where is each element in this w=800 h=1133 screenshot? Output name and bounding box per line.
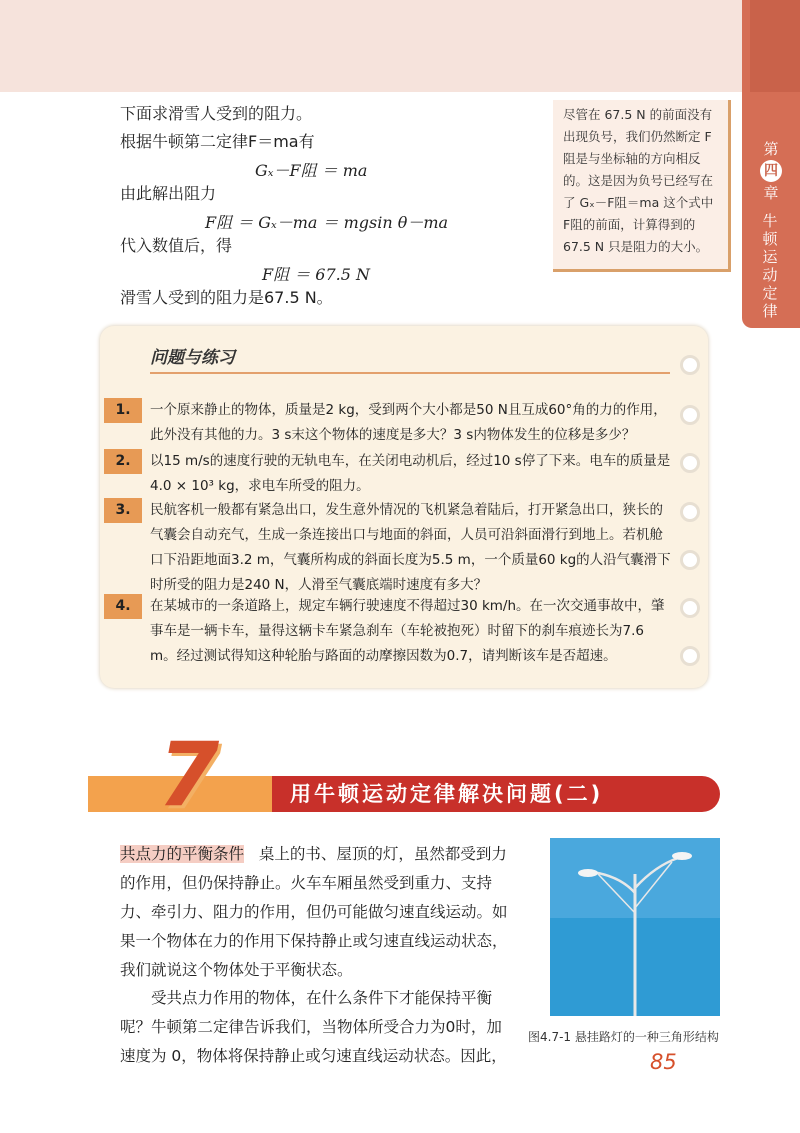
- equation-1: Gₓ－F阻 ＝ ma: [255, 161, 368, 180]
- binder-ring-icon: [680, 453, 700, 473]
- derivation-line-4: 代入数值后，得: [120, 236, 233, 255]
- binder-ring-icon: [680, 405, 700, 425]
- derivation-line-1: 下面求滑雪人受到的阻力。: [120, 104, 313, 123]
- binder-ring-icon: [680, 550, 700, 570]
- exercise-text: 以15 m/s的速度行驶的无轨电车，在关闭电动机后，经过10 s停了下来。电车的质量是4.0 × 10³ kg，求电车所受的阻力。: [150, 453, 671, 494]
- paragraph-2: 受共点力作用的物体，在什么条件下才能保持平衡呢？牛顿第二定律告诉我们，当物体所受合力为0时，加速度为 0，物体将保持静止或匀速直线运动状态。因此，: [120, 989, 507, 1065]
- exercise-number: 4.: [104, 594, 142, 619]
- top-band: [0, 0, 800, 92]
- page-number: 85: [650, 1050, 677, 1074]
- chapter-number-badge: 四: [760, 160, 782, 182]
- side-note: [553, 100, 731, 272]
- exercise-item: [104, 498, 674, 598]
- paragraph-1-text: 桌上的书、屋顶的灯，虽然都受到力的作用，但仍保持静止。火车车厢虽然受到重力、支持力、牵引力、阻力的作用，但仍可能做匀速直线运动。如果一个物体在力的作用下保持静止或匀速直线运动状态，我们就说这个物体处于平衡状态。: [120, 845, 508, 979]
- equation-3: F阻 ＝ 67.5 N: [262, 265, 370, 284]
- binder-ring-icon: [680, 646, 700, 666]
- derivation-line-3: 由此解出阻力: [120, 184, 217, 203]
- equation-2: F阻 ＝ Gₓ－ma ＝ mgsin θ－ma: [205, 213, 449, 232]
- street-lamp-icon: [550, 838, 720, 1016]
- exercise-text: 在某城市的一条道路上，规定车辆行驶速度不得超过30 km/h。在一次交通事故中，肇事车是一辆卡车，量得这辆卡车紧急刹车（车轮被抱死）时留下的刹车痕迹长为7.6 m。经过测试得知这种轮胎与路面的动摩擦因数为0.7，请判断该车是否超速。: [150, 598, 665, 664]
- header-divider: [150, 372, 670, 374]
- exercise-item: [104, 594, 674, 669]
- exercise-item: [104, 398, 674, 448]
- paragraph-1: [120, 840, 508, 985]
- exercise-text: 民航客机一般都有紧急出口，发生意外情况的飞机紧急着陆后，打开紧急出口，狭长的气囊会自动充气，生成一条连接出口与地面的斜面，人员可沿斜面滑行到地上。若机舱口下沿距地面3.2 m，气囊所构成的斜面长度为5.5 m，一个质量60 kg的人沿气囊滑下时所受的阻力是240 N，人滑至气囊底端时速度有多大？: [150, 502, 671, 593]
- chapter-prefix: 第: [763, 140, 779, 158]
- chapter-suffix: 章: [763, 184, 779, 202]
- exercise-number: 1.: [104, 398, 142, 423]
- section-number: 7: [158, 723, 220, 826]
- exercise-number: 3.: [104, 498, 142, 523]
- binder-ring-icon: [680, 598, 700, 618]
- chapter-label: [750, 140, 792, 202]
- chapter-title-vertical: 牛顿运动定律: [762, 212, 778, 320]
- exercise-number: 2.: [104, 449, 142, 474]
- key-term: 共点力的平衡条件: [120, 845, 245, 863]
- section-title: 用牛顿运动定律解决问题(二): [290, 782, 604, 806]
- exercise-item: [104, 449, 674, 499]
- side-note-text: 尽管在 67.5 N 的前面没有出现负号，我们仍然断定 F阻是与坐标轴的方向相反的。这是因为负号已经写在了 Gₓ－F阻＝ma 这个式中 F阻的前面，计算得到的 67.5 N 只是阻力的大小。: [563, 107, 714, 254]
- street-lamp-photo: [550, 838, 720, 1016]
- exercise-text: 一个原来静止的物体，质量是2 kg，受到两个大小都是50 N且互成60°角的力的作用，此外没有其他的力。3 s末这个物体的速度是多大？3 s内物体发生的位移是多少？: [150, 402, 667, 443]
- exercise-header: 问题与练习: [150, 348, 235, 368]
- side-tab-top: [750, 0, 800, 92]
- derivation-conclusion: 滑雪人受到的阻力是67.5 N。: [120, 288, 333, 307]
- binder-ring-icon: [680, 502, 700, 522]
- figure-caption: 图4.7-1 悬挂路灯的一种三角形结构: [528, 1030, 719, 1044]
- derivation-line-2: 根据牛顿第二定律F＝ma有: [120, 132, 315, 151]
- binder-ring-icon: [680, 355, 700, 375]
